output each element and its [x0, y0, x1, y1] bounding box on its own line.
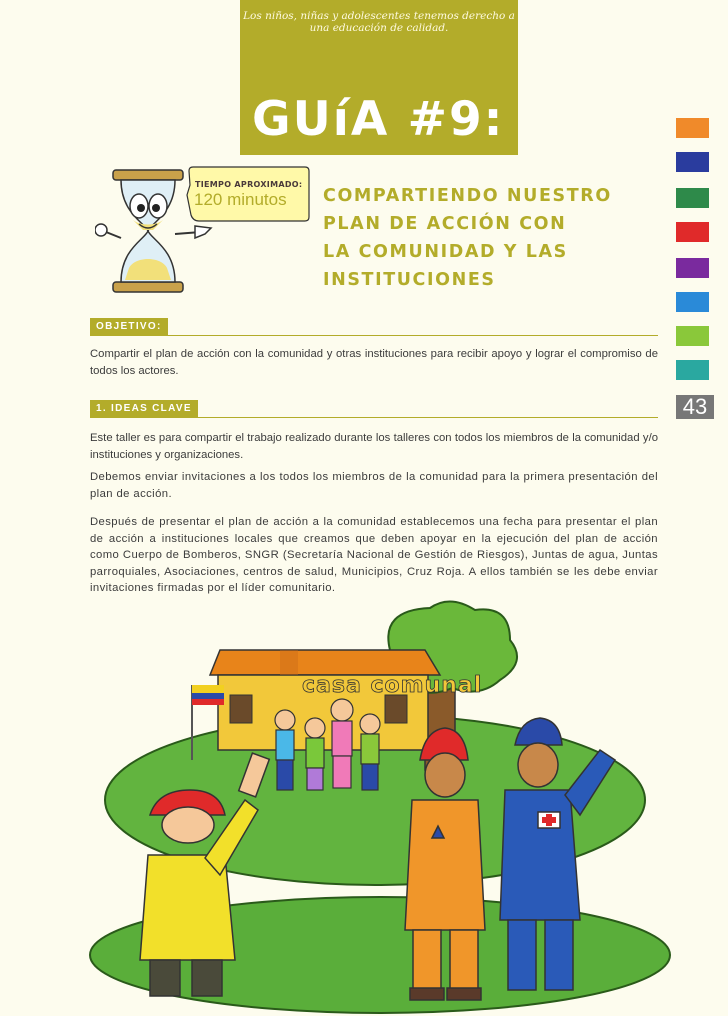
paragraph-3: Después de presentar el plan de acción a la comunidad establecemos una fecha para presentar el plan de acción a instituciones locales que creamos que deben apoyar en la ejecución del plan de acción como Cuerpo de Bomberos, SNGR (Secretaría Nacional de Gestión de Riesgos), Juntas de agua, Juntas parroquiales, Asociaciones, centros de salud, Municipios, Cruz Roja. A ellos también se les debe enviar invitaciones firmadas por el líder comunitario.: [90, 516, 658, 594]
page-number: 43: [676, 395, 714, 419]
paragraph-2: Debemos enviar invitaciones a los todos los miembros de la comunidad para la primera presentación del plan de acción.: [90, 471, 658, 500]
tab-teal: [676, 360, 709, 380]
paragraph-1: Este taller es para compartir el trabajo realizado durante los talleres con todos los miembros de la comunidad y/o instituciones y organizaciones.: [90, 432, 658, 461]
objective-label: OBJETIVO:: [90, 318, 168, 335]
objective-text: Compartir el plan de acción con la comunidad y otras instituciones para recibir apoyo y lograr el compromiso de todos los actores.: [90, 348, 658, 377]
tab-orange: [676, 118, 709, 138]
heading-line-3: LA COMUNIDAD Y LAS: [323, 242, 568, 262]
heading-line-4: INSTITUCIONES: [323, 270, 496, 290]
tab-green: [676, 188, 709, 208]
heading-line-1: COMPARTIENDO NUESTRO: [323, 186, 612, 206]
guide-title: GUíA #9:: [252, 92, 505, 147]
time-value: 120 minutos: [194, 190, 287, 209]
motto-text: Los niños, niñas y adolescentes tenemos derecho a una educación de calidad.: [243, 10, 515, 34]
tab-lightblue: [676, 292, 709, 312]
section-rule: [90, 417, 658, 418]
time-label: TIEMPO APROXIMADO:: [195, 180, 303, 189]
tab-purple: [676, 258, 709, 278]
objective-rule: [90, 335, 658, 336]
community-illustration: [80, 600, 680, 1016]
tab-red: [676, 222, 709, 242]
tab-blue: [676, 152, 709, 172]
section-label: 1. IDEAS CLAVE: [90, 400, 198, 417]
tab-lime: [676, 326, 709, 346]
heading-line-2: PLAN DE ACCIÓN CON: [323, 214, 567, 234]
building-sign: casa comunal: [302, 673, 483, 698]
